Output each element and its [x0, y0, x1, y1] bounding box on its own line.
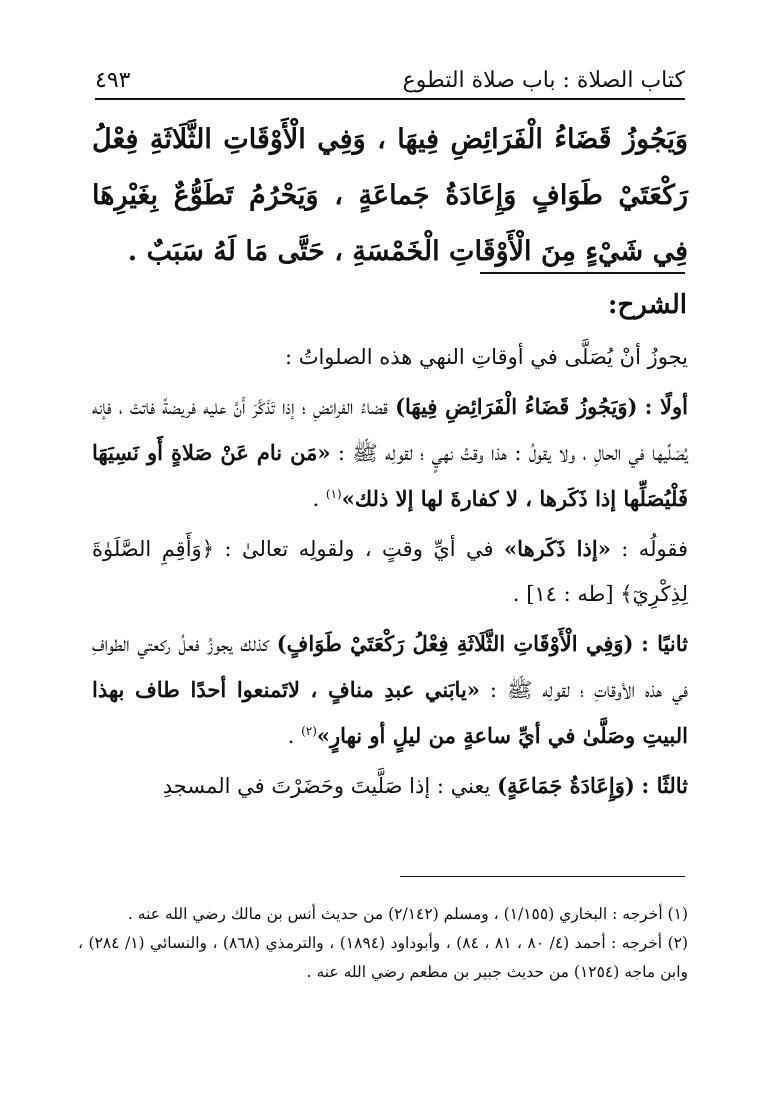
sentence-end: . [287, 724, 295, 748]
verse-reference: [طه : ١٤] . [512, 582, 614, 606]
matn-quote: (وَإِعَادَةُ جَمَاعَةٍ) [497, 773, 635, 798]
paragraph-fourth [92, 763, 688, 809]
matn-quote: (وَفِي الْأَوْقَاتِ الثَّلَاثَةِ فِعْلُ رَكْعَتَيْ طَوَافٍ) [276, 631, 634, 656]
hadith-quote: «إذا ذَكَرها» [504, 536, 611, 561]
running-title: كتاب الصلاة : باب صلاة التطوع [402, 68, 685, 93]
paragraph-third [92, 621, 688, 759]
paragraph-label: ثانيًا : [641, 631, 688, 656]
page-header [95, 52, 685, 92]
matn-text [92, 112, 688, 280]
header-rule [95, 98, 685, 100]
paragraph-text: قضاءُ الفرائضِ ؛ إذا تَذَكَّرَ أَنَّ عليه فريضةً فاتتْ ، فإنه يُصَلِّيها في الحالِ ، ولا يقولُ : هذا وقتُ نهيٍ ؛ لقولِه ﷺ : [92, 395, 688, 465]
footnote-item: (١) أخرجه : البخاري (١/١٥٥) ، ومسلم (٢/١٤٢) من حديث أنس بن مالك رضي الله عنه . [127, 905, 688, 923]
sharh-body [92, 335, 688, 809]
matn-quote: (وَيَجُوزُ قَضَاءُ الْفَرَائِضِ فِيهَا) [395, 394, 638, 419]
paragraph-label: أولًا : [644, 394, 688, 419]
paragraph-first [92, 384, 688, 522]
sharh-title: الشرح: [607, 290, 687, 320]
footnote-ref[interactable]: (٢) [301, 724, 317, 738]
section-divider [480, 272, 685, 274]
footnote-item: (٢) أخرجه : أحمد (٤/ ٨٠ ، ٨١ ، ٨٤) ، وأبوداود (١٨٩٤) ، والترمذي (٨٦٨) ، والنسائي (١/ ٢٨٤) ، وابن ماجه (١٢٥٤) من حديث جبير بن مطعم رضي الله عنه . [78, 934, 689, 981]
paragraph-text: كذلك يجوزُ فعلُ ركعتي الطوافِ في هذه الأوقاتِ ؛ لقولِه ﷺ : [92, 632, 688, 702]
paragraph-text: يعني : إذا صَلَّيتَ وحَضَرْتَ في المسجدِ [162, 774, 491, 798]
footnote-rule [400, 876, 685, 877]
sentence-end: . [312, 487, 320, 511]
paragraph-text: فقولُه : [621, 537, 688, 561]
footnotes [78, 900, 688, 987]
matn-paragraph: وَيَجُوزُ قَضَاءُ الْفَرَائِضِ فِيهَا ، وَفِي الْأَوْقَاتِ الثَّلَاثَةِ فِعْلُ رَكْعَتَيْ طَوَافٍ وَإِعَادَةُ جَماعَةٍ ، وَيَحْرُمُ تَطَوُّعٌ بِغَيْرِهَا فِي شَيْءٍ مِنَ الْأَوْقَاتِ الْخَمْسَةِ ، حَتَّى مَا لَهُ سَبَبٌ . [92, 124, 688, 267]
page-number: ٤٩٣ [95, 68, 131, 93]
paragraph-text: في أيِّ وقتٍ ، ولقولِه تعالىٰ : [224, 537, 494, 561]
hadith-quote: «مَن نام عَنْ صَلاةٍ أَو نَسِيَهَا فَلْيُصَلِّها إذا ذَكَرها ، لا كفارةَ لها إلا ذلك» [92, 440, 688, 511]
hadith-quote: «يابَني عبدِ منافٍ ، لاتَمنعوا أحدًا طاف بهذا البيتِ وصَلَّىٰ في أيِّ ساعةٍ من ليلٍ أو نهارٍ» [92, 677, 688, 748]
paragraph-label: ثالثًا : [641, 773, 688, 798]
paragraph-second [92, 526, 688, 617]
quran-verse: ﴿وَأَقِمِ الصَّلَوٰةَ لِذِكْرِيٓ﴾ [92, 537, 688, 606]
sharh-intro: يجوزُ أنْ يُصَلَّى في أوقاتِ النهي هذه الصلواتُ : [284, 345, 688, 369]
footnote-ref[interactable]: (١) [325, 487, 342, 501]
